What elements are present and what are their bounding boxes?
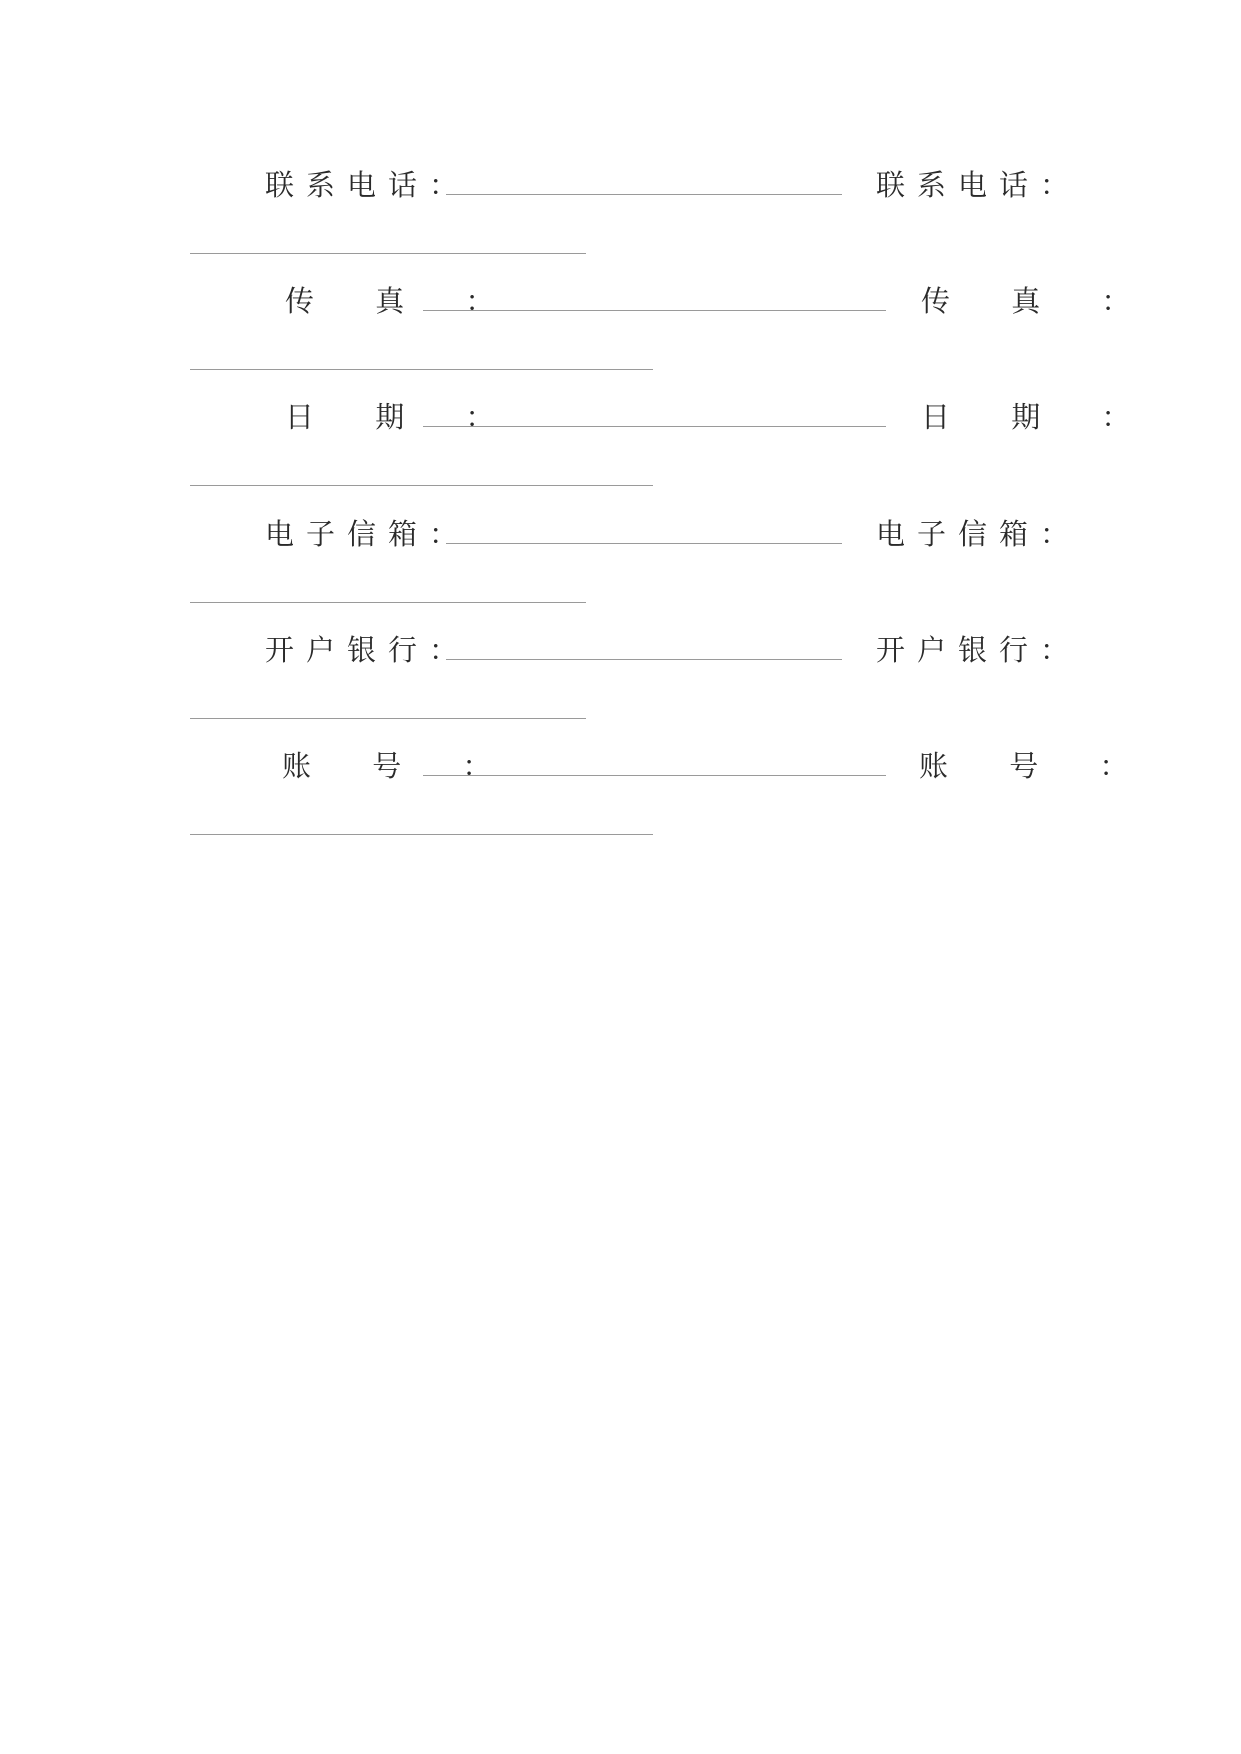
date-left-blank[interactable] <box>423 426 886 427</box>
email-left-blank[interactable] <box>446 543 842 544</box>
email-right-blank[interactable] <box>190 602 586 603</box>
fax-left-label: 传 真 ： <box>285 284 521 318</box>
bank-right-label: 开户银行： <box>876 633 1082 667</box>
date-field-row <box>0 397 1241 515</box>
date-right-blank[interactable] <box>190 485 653 486</box>
fax-field-row <box>0 281 1241 399</box>
account-right-blank[interactable] <box>190 834 653 835</box>
account-field-row <box>0 746 1241 864</box>
phone-right-blank[interactable] <box>190 253 586 254</box>
phone-right-label: 联系电话： <box>876 168 1082 202</box>
fax-left-blank[interactable] <box>423 310 886 311</box>
bank-left-blank[interactable] <box>446 659 842 660</box>
account-left-blank[interactable] <box>423 775 886 776</box>
bank-right-blank[interactable] <box>190 718 586 719</box>
email-right-label: 电子信箱： <box>876 517 1082 551</box>
date-left-label: 日 期 ： <box>285 400 521 434</box>
phone-field-row <box>0 165 1241 283</box>
bank-left-label: 开户银行： <box>265 633 471 667</box>
phone-left-blank[interactable] <box>446 194 842 195</box>
date-right-label: 日 期 ： <box>921 400 1157 434</box>
fax-right-label: 传 真 ： <box>921 284 1157 318</box>
account-left-label: 账 号 ： <box>282 749 518 783</box>
account-right-label: 账 号 ： <box>919 749 1155 783</box>
fax-right-blank[interactable] <box>190 369 653 370</box>
email-left-label: 电子信箱： <box>265 517 471 551</box>
email-field-row <box>0 514 1241 632</box>
phone-left-label: 联系电话： <box>265 168 471 202</box>
bank-field-row <box>0 630 1241 748</box>
